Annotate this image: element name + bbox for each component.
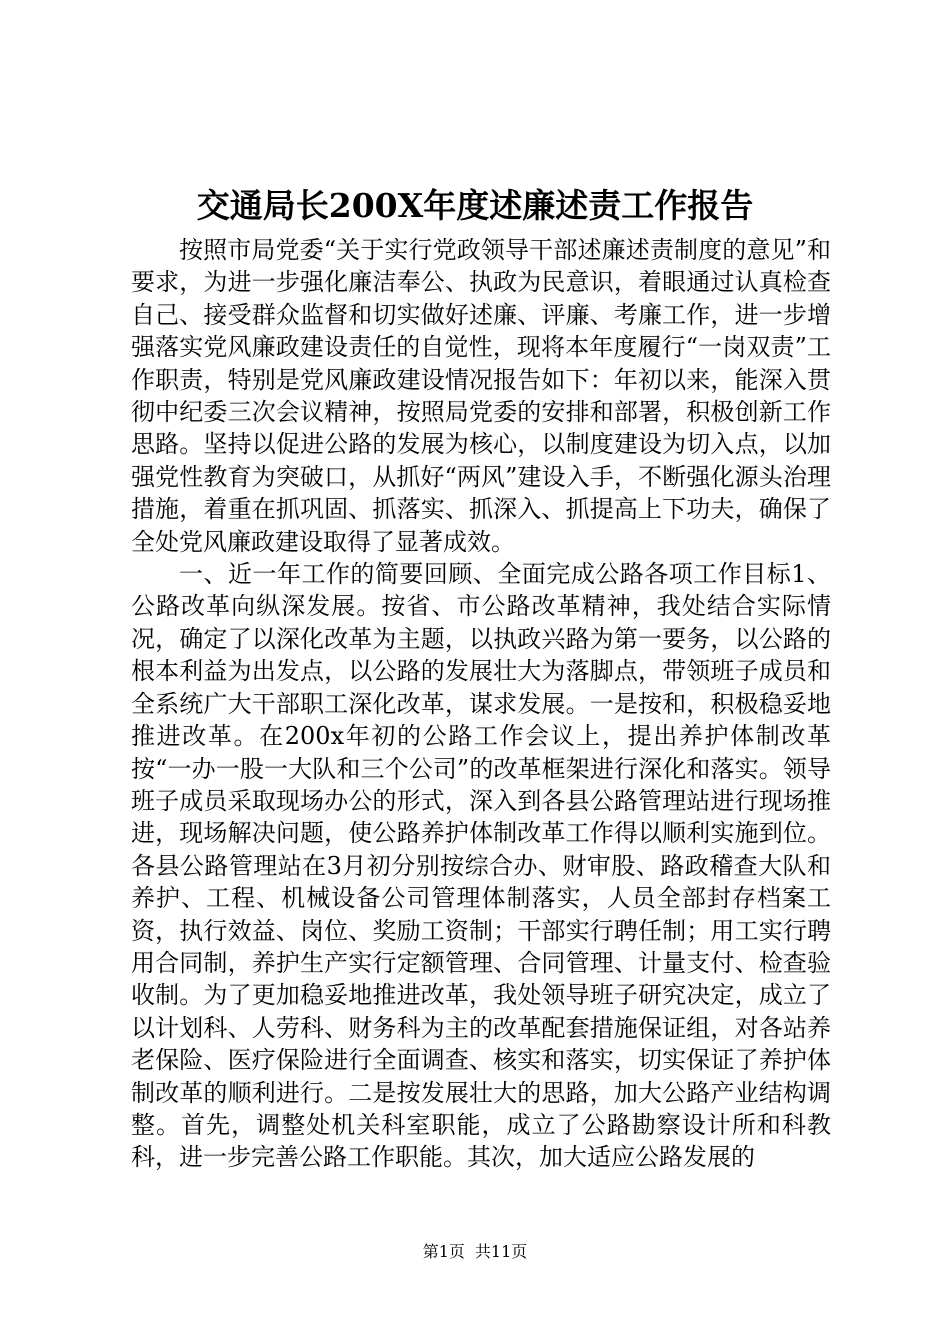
- page-total: 共11页: [474, 1242, 528, 1261]
- document-title: 交通局长200X年度述廉述责工作报告: [196, 186, 754, 225]
- document-body: [131, 234, 831, 1174]
- page-footer: [0, 1240, 950, 1264]
- body-paragraph: 一、近一年工作的简要回顾、全面完成公路各项工作目标1、公路改革向纵深发展。按省、市公路改革精神，我处结合实际情况，确定了以深化改革为主题，以执政兴路为第一要务，以公路的根本利益为出发点，以公路的发展壮大为落脚点，带领班子成员和全系统广大干部职工深化改革，谋求发展。一是按和，积极稳妥地推进改革。在200x年初的公路工作会议上，提出养护体制改革按“一办一股一大队和三个公司”的改革框架进行深化和落实。领导班子成员采取现场办公的形式，深入到各县公路管理站进行现场推进，现场解决问题，使公路养护体制改革工作得以顺利实施到位。各县公路管理站在3月初分别按综合办、财审股、路政稽查大队和养护、工程、机械设备公司管理体制落实，人员全部封存档案工资，执行效益、岗位、奖励工资制；干部实行聘任制；用工实行聘用合同制，养护生产实行定额管理、合同管理、计量支付、检查验收制。为了更加稳妥地推进改革，我处领导班子研究决定，成立了以计划科、人劳科、财务科为主的改革配套措施保证组，对各站养老保险、医疗保险进行全面调查、核实和落实，切实保证了养护体制改革的顺利进行。二是按发展壮大的思路，加大公路产业结构调整。首先，调整处机关科室职能，成立了公路勘察设计所和科教科，进一步完善公路工作职能。其次，加大适应公路发展的: [131, 560, 831, 1172]
- page-number: 第1页: [422, 1242, 465, 1261]
- body-paragraph: 按照市局党委“关于实行党政领导干部述廉述责制度的意见”和要求，为进一步强化廉洁奉公、执政为民意识，着眼通过认真检查自己、接受群众监督和切实做好述廉、评廉、考廉工作，进一步增强落实党风廉政建设责任的自觉性，现将本年度履行“一岗双责”工作职责，特别是党风廉政建设情况报告如下：年初以来，能深入贯彻中纪委三次会议精神，按照局党委的安排和部署，积极创新工作思路。坚持以促进公路的发展为核心，以制度建设为切入点，以加强党性教育为突破口，从抓好“两风”建设入手，不断强化源头治理措施，着重在抓巩固、抓落实、抓深入、抓提高上下功夫，确保了全处党风廉政建设取得了显著成效。: [131, 236, 831, 556]
